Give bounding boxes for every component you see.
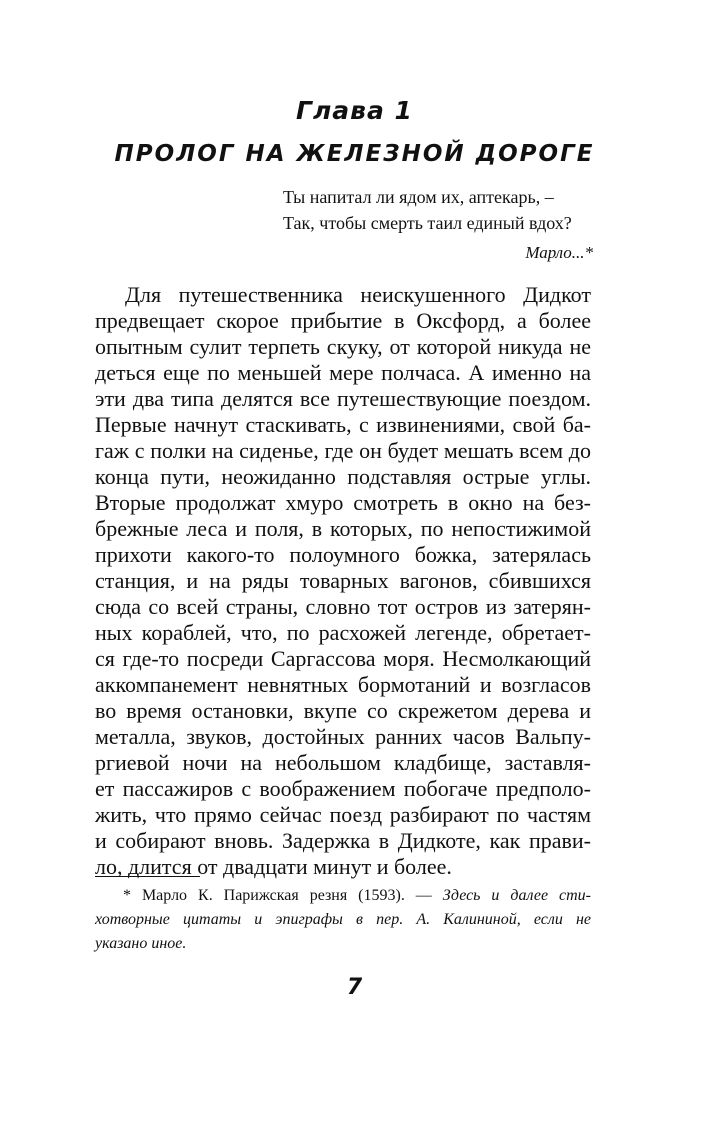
body-line: сюда со всей страны, словно тот остров из затерян- — [95, 594, 591, 619]
footnote-note: Здесь и далее сти- — [442, 887, 591, 904]
footnote — [95, 884, 591, 956]
body-line: и собирают вновь. Задержка в Дидкоте, как прави- — [95, 828, 591, 853]
body-line: ся где-то посреди Саргассова моря. Несмолкающий — [95, 646, 591, 671]
body-line: Вторые продолжат хмуро смотреть в окно на без- — [95, 490, 591, 515]
body-line: прихоти какого-то полоумного божка, затерялась — [95, 542, 591, 567]
body-line: жить, что прямо сейчас поезд разбирают по частям — [95, 802, 591, 827]
page-number: 7 — [346, 975, 363, 1000]
footnote-citation: * Марло К. Парижская резня (1593). — — [123, 887, 443, 904]
body-line: аккомпанемент невнятных бормотаний и возгласов — [95, 672, 591, 697]
body-line: ло, длится от двадцати минут и более. — [95, 854, 452, 879]
footnote-line — [95, 884, 591, 908]
body-line: брежные леса и поля, в которых, по непостижимой — [95, 516, 591, 541]
body-paragraph — [95, 282, 591, 880]
body-line: ет пассажиров с воображением побогаче предполо- — [95, 776, 591, 801]
body-line: гаж с полки на сиденье, где он будет мешать всем до — [95, 438, 591, 463]
epigraph-line: Так, чтобы смерть таил единый вдох? — [283, 213, 572, 233]
body-line: Первые начнут стаскивать, с извинениями, свой ба- — [95, 412, 591, 437]
chapter-number: Глава 1 — [296, 96, 413, 125]
body-line: ргиевой ночи на небольшом кладбище, заставля- — [95, 750, 591, 775]
body-line: эти два типа делятся все путешествующие поездом. — [95, 386, 591, 411]
body-line: опытным сулит терпеть скуку, от которой никуда не — [95, 334, 591, 359]
epigraph-line: Ты напитал ли ядом их, аптекарь, – — [283, 187, 554, 207]
chapter-title: ПРОЛОГ НА ЖЕЛЕЗНОЙ ДОРОГЕ — [114, 141, 595, 167]
footnote-divider — [95, 876, 200, 877]
body-line: металла, звуков, достойных ранних часов Вальпу- — [95, 724, 591, 749]
footnote-line: хотворные цитаты и эпиграфы в пер. А. Калининой, если не — [95, 911, 591, 928]
body-line: во время остановки, вкупе со скрежетом дерева и — [95, 698, 591, 723]
body-line: станция, и на ряды товарных вагонов, сбившихся — [95, 568, 591, 593]
epigraph-attribution: Марло...* — [525, 243, 593, 262]
body-line: конца пути, неожиданно подставляя острые углы. — [95, 464, 591, 489]
body-line: Для путешественника неискушенного Дидкот — [125, 282, 591, 307]
body-line: ных кораблей, что, по расхожей легенде, обретает- — [95, 620, 591, 645]
body-line: предвещает скорое прибытие в Оксфорд, а более — [95, 308, 591, 333]
footnote-line: указано иное. — [95, 935, 187, 952]
epigraph — [283, 184, 593, 266]
body-line: деться еще по меньшей мере полчаса. А именно на — [95, 360, 591, 385]
